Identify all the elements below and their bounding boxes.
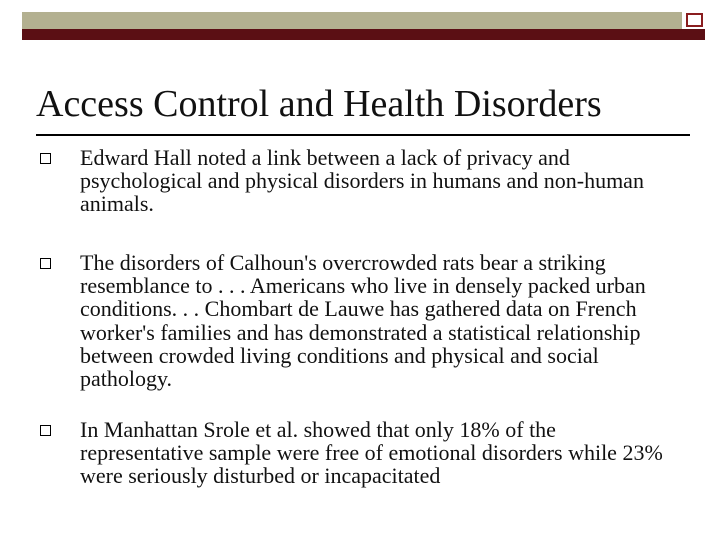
slide-title: Access Control and Health Disorders — [36, 83, 602, 125]
bullet-text: In Manhattan Srole et al. showed that only 18% of the representative sample were free of emotional disorders while 23% were seriously disturbed or incapacitated — [80, 417, 663, 489]
bullet-text: Edward Hall noted a link between a lack of privacy and psychological and physical disorders in humans and non-human animals. — [80, 145, 644, 217]
hollow-square-bullet-icon — [40, 153, 51, 164]
hollow-square-bullet-icon — [40, 258, 51, 269]
bullet-text: The disorders of Calhoun's overcrowded rats bear a striking resemblance to . . . Americans who live in densely packed urban conditions. . . Chombart de Lauwe has gathered data on French worker's families and has demonstrated a statistical relationship between crowded living conditions and physical and social pathology. — [80, 250, 646, 392]
hollow-square-bullet-icon — [40, 425, 51, 436]
